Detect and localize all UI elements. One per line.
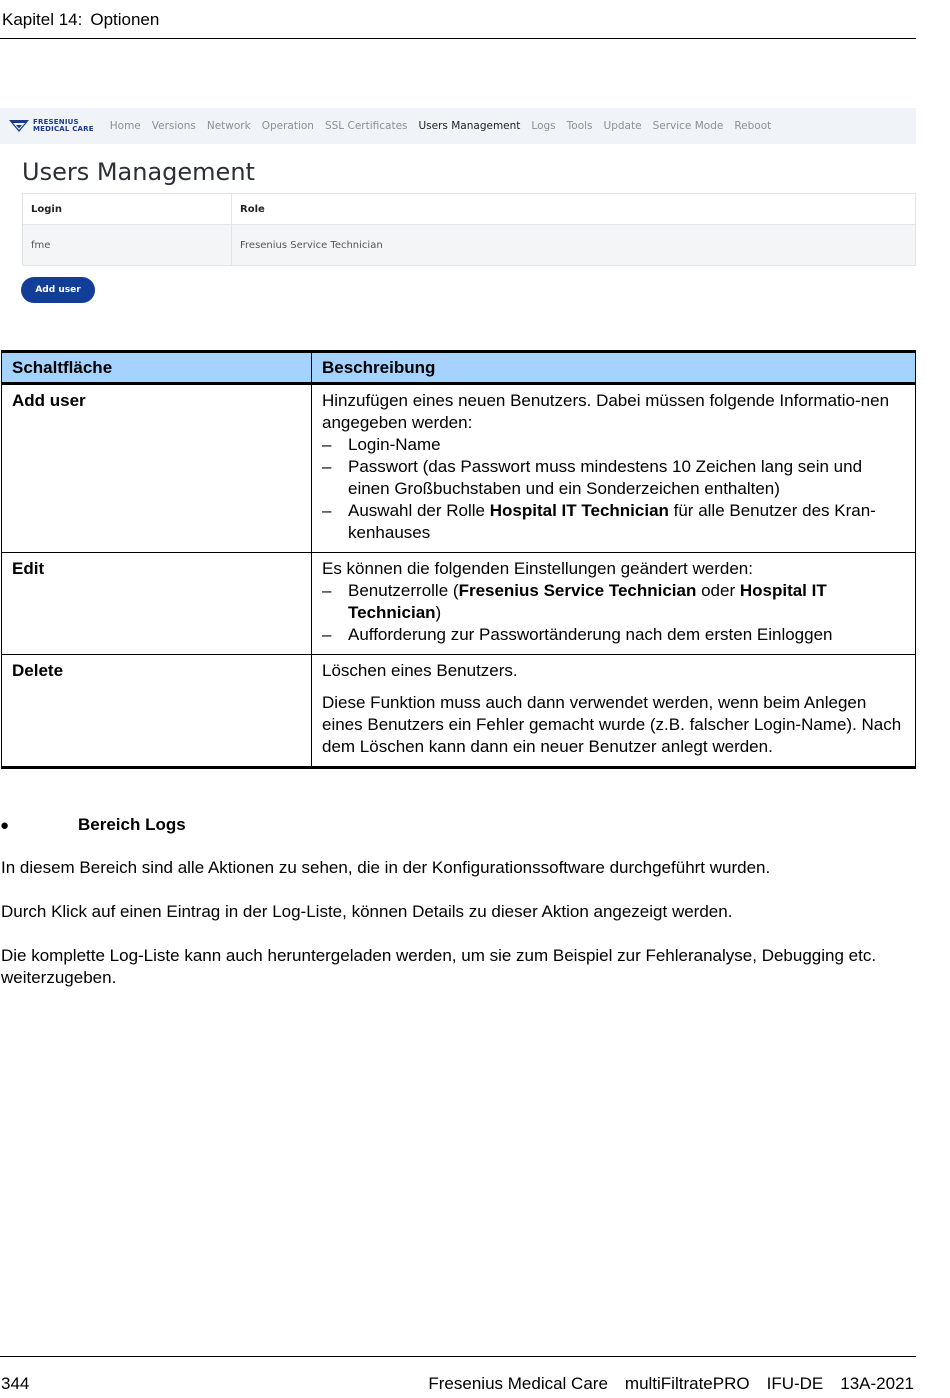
nav-operation[interactable]: Operation <box>261 120 314 132</box>
footer-company: Fresenius Medical Care <box>428 1374 608 1393</box>
list-item <box>322 434 905 456</box>
ui-page-title: Users Management <box>22 158 255 186</box>
list-item-text: Passwort (das Passwort muss mindestens 10 Zeichen lang sein und einen Großbuchstaben und ein Sonderzeichen enthalten) <box>348 457 863 498</box>
nav-network[interactable]: Network <box>206 120 251 132</box>
description-line-1: Löschen eines Benutzers. <box>322 661 518 680</box>
nav-ssl-certificates[interactable]: SSL Certificates <box>324 120 408 132</box>
list-item-text <box>348 580 905 624</box>
list-item-text <box>348 500 905 544</box>
nav-reboot[interactable]: Reboot <box>734 120 772 132</box>
description-intro: Hinzufügen eines neuen Benutzers. Dabei müssen folgende Informatio-nen angegeben werden: <box>322 391 890 432</box>
footer-meta <box>411 1374 914 1394</box>
cell-login: fme <box>23 225 232 266</box>
role-fresenius-service: Fresenius Service Technician <box>458 581 697 600</box>
ui-screenshot <box>0 108 916 323</box>
button-name-edit: Edit <box>2 553 312 655</box>
text-post: für alle Benutzer des Kran-kenhauses <box>348 501 876 542</box>
header-beschreibung: Beschreibung <box>312 352 916 384</box>
description-edit <box>312 553 916 655</box>
footer-product: multiFiltratePRO <box>624 1374 750 1393</box>
role-hospital-it: Hospital IT Technician <box>489 501 669 520</box>
logo-line-2: MEDICAL CARE <box>33 125 94 133</box>
dash: – <box>322 625 332 644</box>
text-post: ) <box>435 603 442 622</box>
list-item <box>322 500 905 544</box>
role-hospital-it: Hospital IT Technician <box>348 581 827 622</box>
section-heading-text: Bereich Logs <box>78 815 186 834</box>
nav-logs[interactable]: Logs <box>531 120 556 132</box>
header-schaltflaeche: Schaltfläche <box>2 352 312 384</box>
nav-update[interactable]: Update <box>603 120 642 132</box>
table-row[interactable] <box>23 225 916 266</box>
column-header-login: Login <box>23 194 232 225</box>
description-add-user <box>312 384 916 553</box>
description-line-2: Diese Funktion muss auch dann verwendet werden, wenn beim Anlegen eines Benutzers ein Fehler gemacht wurde (z.B. falscher Login-Name). Nach dem Löschen kann dann ein neuer Benutzer anlegt werden. <box>322 693 902 756</box>
section-heading <box>0 813 186 838</box>
dash: – <box>322 581 332 600</box>
button-name-delete: Delete <box>2 655 312 768</box>
page-number: 344 <box>1 1374 30 1393</box>
add-user-button[interactable]: Add user <box>21 277 95 303</box>
list-item <box>322 580 905 624</box>
description-delete <box>312 655 916 768</box>
table-row <box>2 655 916 768</box>
dash: – <box>322 435 332 454</box>
dash: – <box>322 501 332 520</box>
nav-tools[interactable]: Tools <box>566 120 593 132</box>
dash: – <box>322 457 332 476</box>
logo-line-1: FRESENIUS <box>33 118 79 126</box>
description-table-header <box>2 352 916 384</box>
list-item <box>322 456 905 500</box>
description-intro: Es können die folgenden Einstellungen geändert werden: <box>322 559 753 578</box>
table-row <box>2 384 916 553</box>
list-item <box>322 624 905 646</box>
button-description-table <box>1 350 916 769</box>
footer-version: 13A-2021 <box>840 1374 914 1393</box>
nav-versions[interactable]: Versions <box>151 120 196 132</box>
cell-role: Fresenius Service Technician <box>232 225 916 266</box>
chapter-title: Optionen <box>90 10 160 29</box>
text-mid: oder <box>696 581 740 600</box>
list-item-text: Login-Name <box>348 435 441 454</box>
button-name-add-user: Add user <box>2 384 312 553</box>
text-pre: Auswahl der Rolle <box>348 501 490 520</box>
fresenius-logo <box>8 118 94 134</box>
column-header-role: Role <box>232 194 916 225</box>
paragraph-1: In diesem Bereich sind alle Aktionen zu sehen, die in der Konfigurationssoftware durchgeführt wurden. <box>1 858 771 877</box>
nav-users-management[interactable]: Users Management <box>418 120 521 132</box>
page-footer <box>0 1356 916 1398</box>
table-row <box>2 553 916 655</box>
page-header <box>0 0 916 39</box>
chapter-number: Kapitel 14: <box>2 10 83 29</box>
paragraph-2: Durch Klick auf einen Eintrag in der Log-Liste, können Details zu dieser Aktion angezeigt werden. <box>1 902 733 921</box>
nav-service-mode[interactable]: Service Mode <box>652 120 724 132</box>
fresenius-logo-icon <box>8 118 30 134</box>
footer-doc: IFU-DE <box>766 1374 824 1393</box>
top-navbar <box>0 108 916 144</box>
nav-home[interactable]: Home <box>109 120 141 132</box>
text-pre: Benutzerrolle ( <box>348 581 459 600</box>
users-table-header <box>23 194 916 225</box>
users-table <box>22 193 916 266</box>
paragraph-3: Die komplette Log-Liste kann auch heruntergeladen werden, um sie zum Beispiel zur Fehleranalyse, Debugging etc. weiterzugeben. <box>1 946 877 987</box>
list-item-text: Aufforderung zur Passwortänderung nach dem ersten Einloggen <box>348 625 833 644</box>
bullet-icon: ● <box>0 817 10 834</box>
